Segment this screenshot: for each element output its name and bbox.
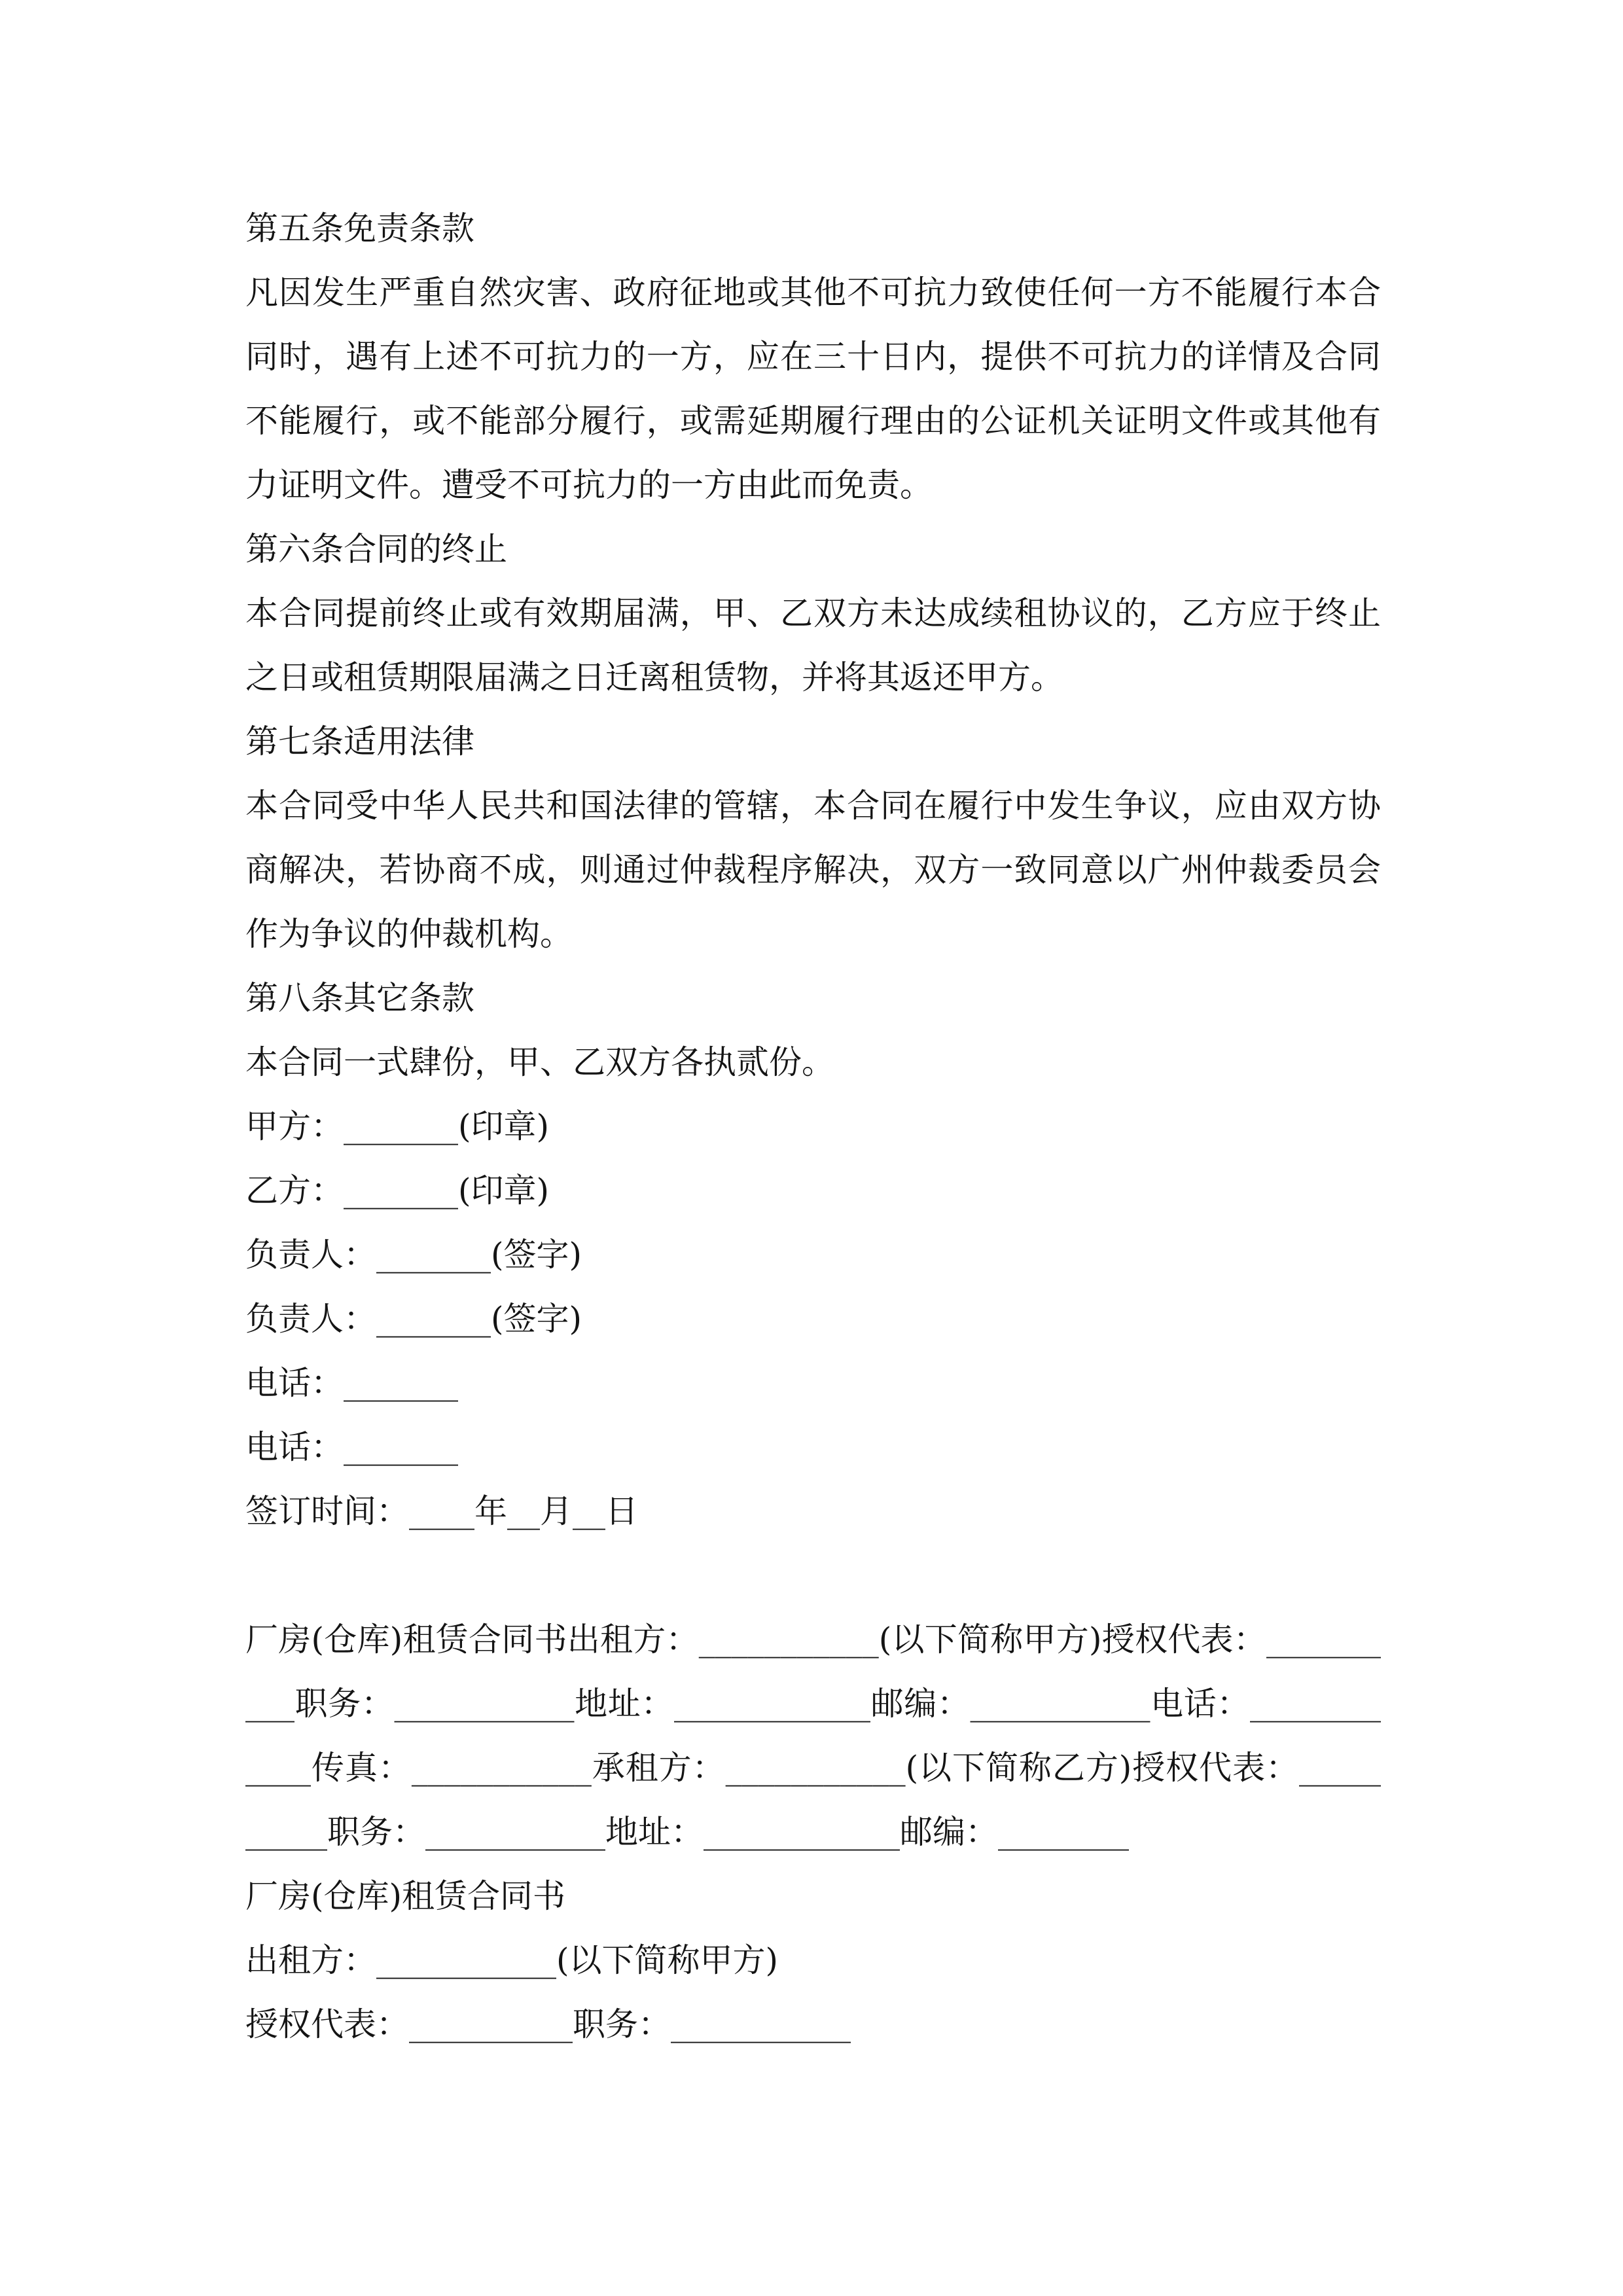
section8-title: 第八条其它条款 <box>245 979 474 1017</box>
section7-title: 第七条适用法律 <box>245 723 474 761</box>
representative-line: 授权代表：__________职务：___________ <box>245 2005 851 2043</box>
signature-phone-b: 电话：_______ <box>245 1428 458 1466</box>
signing-date: 签订时间：____年__月__日 <box>245 1492 638 1530</box>
signature-party-a: 甲方：_______(印章) <box>245 1107 550 1145</box>
signature-responsible-a: 负责人：_______(签字) <box>245 1236 582 1274</box>
next-contract-title: 厂房(仓库)租赁合同书 <box>245 1877 566 1915</box>
lessor-line: 出租方：___________(以下简称甲方) <box>245 1941 779 1979</box>
signature-responsible-b: 负责人：_______(签字) <box>245 1300 582 1338</box>
document-body <box>245 196 1381 2056</box>
section7-body: 本合同受中华人民共和国法律的管辖，本合同在履行中发生争议，应由双方协商解决，若协商不成，则通过仲裁程序解决，双方一致同意以广州仲裁委员会作为争议的仲裁机构。 <box>245 787 1381 953</box>
section6-body: 本合同提前终止或有效期届满，甲、乙双方未达成续租协议的，乙方应于终止之日或租赁期限届满之日迁离租赁物，并将其返还甲方。 <box>245 594 1381 696</box>
signature-phone-a: 电话：_______ <box>245 1364 458 1402</box>
section5-body: 凡因发生严重自然灾害、政府征地或其他不可抗力致使任何一方不能履行本合同时，遇有上述不可抗力的一方，应在三十日内，提供不可抗力的详情及合同不能履行，或不能部分履行，或需延期履行理由的公证机关证明文件或其他有力证明文件。遭受不可抗力的一方由此而免责。 <box>245 274 1381 504</box>
section5-title: 第五条免责条款 <box>245 209 474 247</box>
signature-party-b: 乙方：_______(印章) <box>245 1172 550 1210</box>
section8-body: 本合同一式肆份，甲、乙双方各执贰份。 <box>245 1043 834 1081</box>
next-contract-block: 厂房(仓库)租赁合同书出租方：___________(以下简称甲方)授权代表：__________职务：___________地址：____________邮编：___________电话：____________传真：___________承租方：___________(以下简称乙方)授权代表：__________职务：___________地址：____________邮编：________ <box>245 1621 1381 1851</box>
section6-title: 第六条合同的终止 <box>245 530 507 568</box>
blank-line <box>245 1543 1381 1607</box>
